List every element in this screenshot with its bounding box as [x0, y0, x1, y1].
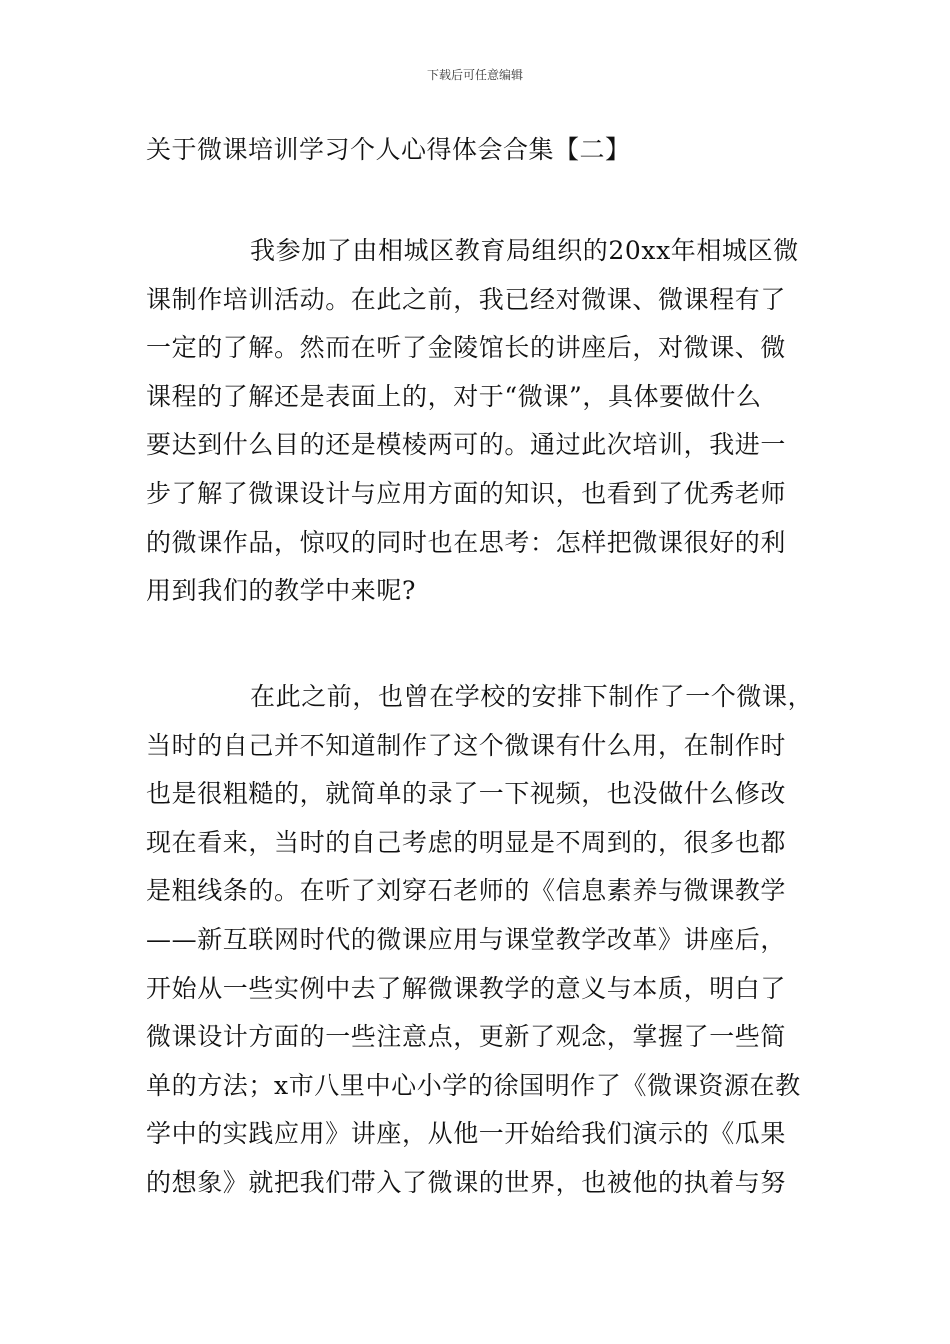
paragraph-line: 学中的实践应用》讲座，从他一开始给我们演示的《瓜果 [146, 1119, 787, 1149]
document-title: 关于微课培训学习个人心得体会合集【二】 [146, 135, 631, 164]
header-note: 下载后可任意编辑 [426, 68, 523, 82]
paragraph-line: 的微课作品，惊叹的同时也在思考：怎样把微课很好的利 [146, 527, 787, 557]
paragraph-line: 微课设计方面的一些注意点，更新了观念，掌握了一些简 [146, 1022, 787, 1052]
paragraph-line: 现在看来，当时的自己考虑的明显是不周到的，很多也都 [146, 827, 787, 857]
paragraph-line: 我参加了由相城区教育局组织的20xx年相城区微 [250, 236, 799, 265]
paragraph-line: ——新互联网时代的微课应用与课堂教学改革》讲座后， [146, 924, 787, 954]
paragraph-line: 的想象》就把我们带入了微课的世界，也被他的执着与努 [146, 1167, 787, 1197]
paragraph-line: 在此之前，也曾在学校的安排下制作了一个微课， [250, 682, 814, 711]
paragraph-1 [146, 227, 846, 616]
paragraph-line: 一定的了解。然而在听了金陵馆长的讲座后，对微课、微 [146, 333, 787, 363]
paragraph-line: 课程的了解还是表面上的，对于“微课”，具体要做什么 [146, 381, 762, 411]
paragraph-line: 用到我们的教学中来呢? [146, 576, 417, 606]
paragraph-line: 单的方法；x市八里中心小学的徐国明作了《微课资源在教 [146, 1070, 801, 1100]
paragraph-line: 当时的自己并不知道制作了这个微课有什么用，在制作时 [146, 730, 787, 760]
paragraph-line: 要达到什么目的还是模棱两可的。通过此次培训，我进一 [146, 430, 787, 460]
paragraph-2 [146, 673, 846, 1208]
paragraph-line: 也是很粗糙的，就简单的录了一下视频，也没做什么修改 [146, 779, 787, 809]
paragraph-line: 开始从一些实例中去了解微课教学的意义与本质，明白了 [146, 973, 787, 1003]
paragraph-line: 是粗线条的。在听了刘穿石老师的《信息素养与微课教学 [146, 876, 787, 906]
paragraph-line: 步了解了微课设计与应用方面的知识，也看到了优秀老师 [146, 478, 787, 508]
paragraph-line: 课制作培训活动。在此之前，我已经对微课、微课程有了 [146, 284, 787, 314]
